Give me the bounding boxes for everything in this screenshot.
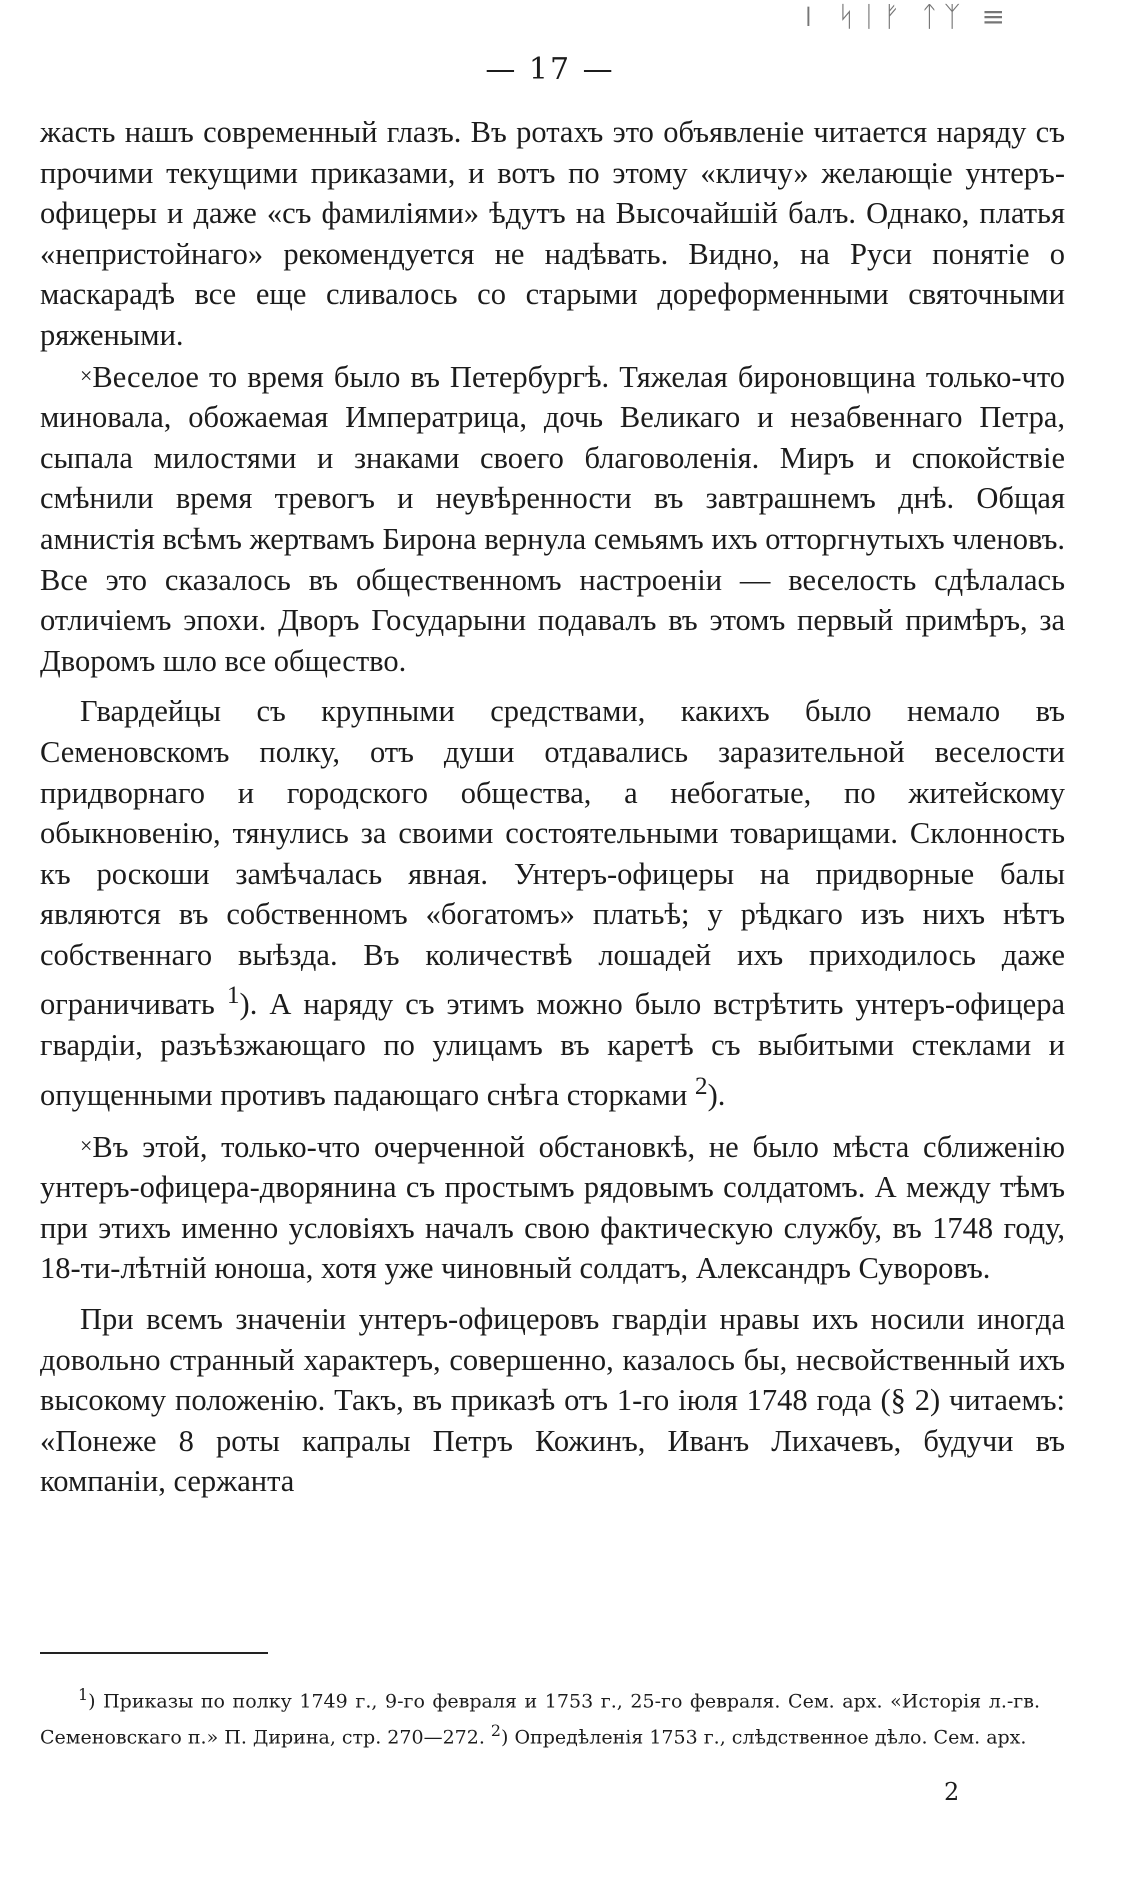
paragraph-5: При всемъ значеніи унтеръ-офицеровъ гвардіи нравы ихъ носили иногда довольно странный характеръ, совершенно, казалось бы, несвойственный ихъ высокому положенію. Такъ, въ приказѣ отъ 1-го іюля 1748 года (§ 2) читаемъ: «Понеже 8 роты капралы Петръ Кожинъ, Иванъ Лихачевъ, будучи въ компаніи, сержанта bbox=[40, 1301, 1065, 1499]
paragraph-3: Гвардейцы съ крупными средствами, какихъ было немало въ Семеновскомъ полку, отъ души отдавались заразительной веселости придворнаго и городского общества, а небогатые, по житейскому обыкновенію, тянулись за своими состоятельными товарищами. Склонность къ роскоши замѣчалась явная. Унтеръ-офицеры на придворные балы являются въ собственномъ «богатомъ» платьѣ; у рѣдкаго изъ нихъ нѣтъ собственнаго выѣзда. Въ количествѣ лошадей ихъ приходилось даже ограничивать $^1$). А наряду съ этимъ можно было встрѣтить унтеръ-офицера гвардіи, разъѣзжающаго по улицамъ въ каретѣ съ выбитыми стеклами и опущенными противъ падающаго снѣга сторками $^2$). bbox=[40, 694, 1066, 1112]
footnote-ref-2[interactable]: 2 bbox=[694, 1071, 708, 1100]
footnote-ref-1[interactable]: 1 bbox=[226, 981, 240, 1010]
paragraph-1: жасть нашъ современный глазъ. Въ ротахъ это объявленіе читается наряду съ прочими текущими приказами, и вотъ по этому «кличу» желающіе унтеръ-офицеры и даже «съ фамиліями» ѣдутъ на Высочайшій балъ. Однако, платья «непристойнаго» рекомендуется не надѣвать. Видно, на Руси понятіе о маскарадѣ все еще сливалось со старыми дореформенными святочными ряжеными. bbox=[40, 115, 1065, 352]
footnote-marker-2: 2 bbox=[490, 1721, 501, 1741]
margin-cross-mark: × bbox=[80, 362, 93, 388]
printer-signature-mark: 2 bbox=[944, 1778, 960, 1806]
margin-cross-mark: × bbox=[80, 1132, 93, 1158]
page-number: — 17 — bbox=[485, 52, 615, 87]
footnote-divider bbox=[40, 1652, 268, 1654]
paragraph-4: ×Въ этой, только-что очерченной обстановкѣ, не было мѣста сближенію унтеръ-офицера-дворянина съ простымъ рядовымъ солдатомъ. А между тѣмъ при этихъ именно условіяхъ началъ свою фактическую службу, въ 1748 году, 18-ти-лѣтній юноша, хотя уже чиновный солдатъ, Александръ Суворовъ. bbox=[40, 1129, 1065, 1286]
library-stamp-icon: ❘ ᛋᛁᚠ ᛏᛉ ≡ bbox=[800, 0, 1011, 33]
main-text bbox=[40, 112, 1065, 1502]
footnote-marker-1: 1 bbox=[78, 1685, 89, 1704]
footnote-2-text: ) Опредѣленія 1753 г., слѣдственное дѣло. Сем. арх. bbox=[501, 1726, 1027, 1749]
footnotes bbox=[40, 1680, 1040, 1753]
footnote-1-text: ) Приказы по полку 1749 г., 9-го февраля и 1753 г., 25-го февраля. Сем. арх. «Исторія л.-гв. Семеновскаго п.» П. Дирина, стр. 270—272. bbox=[40, 1690, 1040, 1749]
paragraph-2: ×Веселое то время было въ Петербургѣ. Тяжелая бироновщина только-что миновала, обожаемая Императрица, дочь Великаго и незабвеннаго Петра, сыпала милостями и знаками своего благоволенія. Миръ и спокойствіе смѣнили время тревогъ и неувѣренности въ завтрашнемъ днѣ. Общая амнистія всѣмъ жертвамъ Бирона вернула семьямъ ихъ отторгнутыхъ членовъ. Все это сказалось въ общественномъ настроеніи — веселость сдѣлалась отличіемъ эпохи. Дворъ Государыни подавалъ въ этомъ первый примѣръ, за Дворомъ шло все общество. bbox=[40, 359, 1065, 678]
